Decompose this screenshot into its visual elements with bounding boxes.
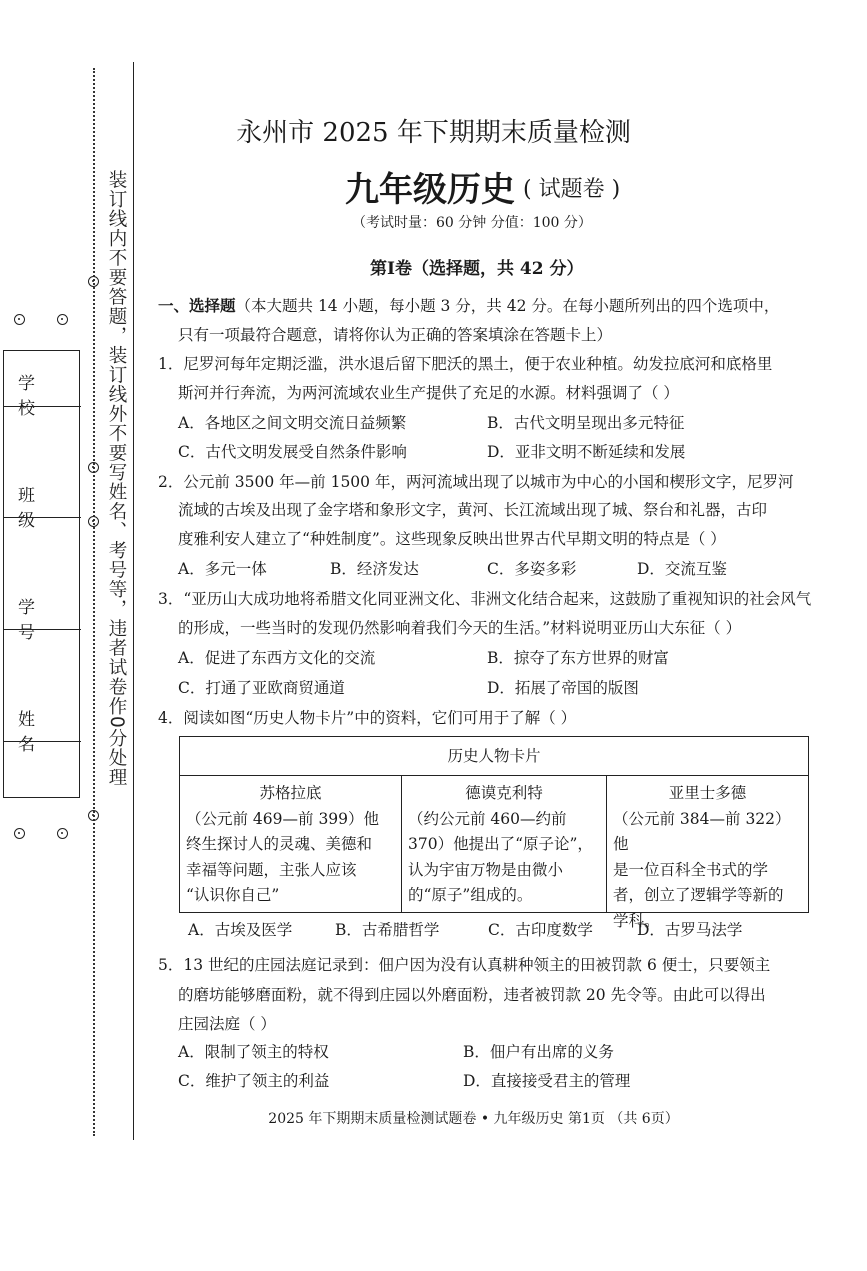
person-desc: 370）他提出了“原子论”， [408,835,593,853]
binding-hole-icon [88,810,99,821]
subject-title: 九年级历史 [345,170,515,210]
question-2-text: 度雅利安人建立了“种姓制度”。这些现象反映出世界古代早期文明的特点是（ ） [178,530,726,548]
option-c[interactable]: C．古代文明发展受自然条件影响 [178,443,407,461]
card-person [180,775,401,912]
option-a[interactable]: A．古埃及医学 [188,921,293,939]
exam-title: 永州市 2025 年下期期末质量检测 [236,118,631,148]
person-desc: 的“原子”组成的。 [408,886,533,904]
paper-type: ( 试题卷 ) [523,177,621,202]
person-name: 德谟克利特 [465,784,543,802]
binding-hole-icon [88,462,99,473]
question-1-text: 斯河并行奔流，为两河流域农业生产提供了充足的水源。材料强调了（ ） [178,384,679,402]
person-desc: 幸福等问题，主张人应该 [186,860,357,879]
person-desc: 者，创立了逻辑学等新的 [613,886,784,904]
school-field-label: 学 校 [18,374,43,419]
card-title: 历史人物卡片 [180,737,808,776]
name-field-label: 姓 名 [18,710,43,755]
question-5-text: 的磨坊能够磨面粉，就不得到庄园以外磨面粉，违者被罚款 20 先令等。由此可以得出 [178,986,766,1004]
person-desc: （公元前 384—前 322）他 [613,809,791,853]
person-desc: （公元前 469—前 399）他 [186,809,380,828]
question-5-text: 庄园法庭（ ） [178,1015,276,1033]
option-a[interactable]: A．促进了东西方文化的交流 [178,649,376,667]
question-2-text: 流域的古埃及出现了金字塔和象形文字，黄河、长江流域出现了城、祭台和礼器，古印 [178,501,768,519]
section-instructions-cont: 只有一项最符合题意，请将你认为正确的答案填涂在答题卡上） [178,326,613,344]
option-b[interactable]: B．掠夺了东方世界的财富 [487,649,669,667]
section-instructions: 一、选择题（本大题共 14 小题，每小题 3 分，共 42 分。在每小题所列出的四个选项中， [158,296,780,315]
option-a[interactable]: A．限制了领主的特权 [178,1043,329,1061]
option-b[interactable]: B．经济发达 [330,560,419,578]
option-d[interactable]: D．亚非文明不断延续和发展 [487,443,686,461]
question-3-text: 3．“亚历山大成功地将希腊文化同亚洲文化、非洲文化结合起来，这鼓励了重视知识的社会风气 [158,590,812,608]
binding-hole-icon [88,276,99,287]
option-c[interactable]: C．古印度数学 [488,921,593,939]
binding-hole-icon [14,828,25,839]
person-desc: 学科。 [613,911,660,930]
person-desc: 终生探讨人的灵魂、美德和 [186,835,373,853]
person-name: 苏格拉底 [259,784,322,802]
question-4-text: 4．阅读如图“历史人物卡片”中的资料，它们可用于了解（ ） [158,709,577,727]
question-3-text: 的形成，一些当时的发现仍然影响着我们今天的生活。”材料说明亚历山大东征（ ） [178,619,742,637]
question-5-text: 5．13 世纪的庄园法庭记录到：佃户因为没有认真耕种领主的田被罚款 6 便士，只要领主 [158,956,771,974]
option-d[interactable]: D．古罗马法学 [637,921,743,939]
person-desc: 认为宇宙万物是由微小 [408,860,564,879]
card-person [401,775,606,912]
binding-hole-icon [14,314,25,325]
volume-heading: 第Ⅰ卷（选择题，共 42 分） [370,259,584,279]
option-b[interactable]: B．古代文明呈现出多元特征 [487,414,685,432]
binding-hole-icon [57,314,68,325]
student-info-box [3,350,80,798]
binding-dotted-line [93,68,95,1136]
page-footer: 2025 年下期期末质量检测试题卷 • 九年级历史 第1页 （共 6页） [268,1111,679,1127]
option-b[interactable]: B．佃户有出席的义务 [463,1043,614,1061]
option-a[interactable]: A．多元一体 [178,560,267,578]
person-name: 亚里士多德 [668,784,747,802]
option-a[interactable]: A．各地区之间文明交流日益频繁 [178,414,407,432]
question-1-text: 1．尼罗河每年定期泛滥，洪水退后留下肥沃的黑土，便于农业种植。幼发拉底河和底格里 [158,355,773,373]
option-d[interactable]: D．交流互鉴 [637,560,727,578]
option-c[interactable]: C．多姿多彩 [487,560,577,578]
option-c[interactable]: C．维护了领主的利益 [178,1072,330,1090]
question-2-text: 2．公元前 3500 年—前 1500 年，两河流域出现了以城市为中心的小国和楔形文字，尼罗河 [158,473,794,491]
exam-time-info: （考试时量：60 分钟 分值：100 分） [352,215,592,231]
option-d[interactable]: D．拓展了帝国的版图 [487,679,639,697]
option-d[interactable]: D．直接接受君主的管理 [463,1072,631,1090]
binding-solid-line [133,62,134,1140]
binding-hole-icon [57,828,68,839]
person-desc: “认识你自己” [186,886,280,904]
binding-warning-text: 装订线内不要答题，装订线外不要写姓名、考号等，违者试卷作0分处理 [106,170,127,788]
class-field-label: 班 级 [18,486,43,531]
person-desc: 是一位百科全书式的学 [613,860,769,879]
option-b[interactable]: B．古希腊哲学 [335,921,440,939]
student-number-field-label: 学 号 [18,598,43,643]
binding-hole-icon [88,516,99,527]
option-c[interactable]: C．打通了亚欧商贸通道 [178,679,345,697]
person-desc: （约公元前 460—约前 [408,809,567,828]
